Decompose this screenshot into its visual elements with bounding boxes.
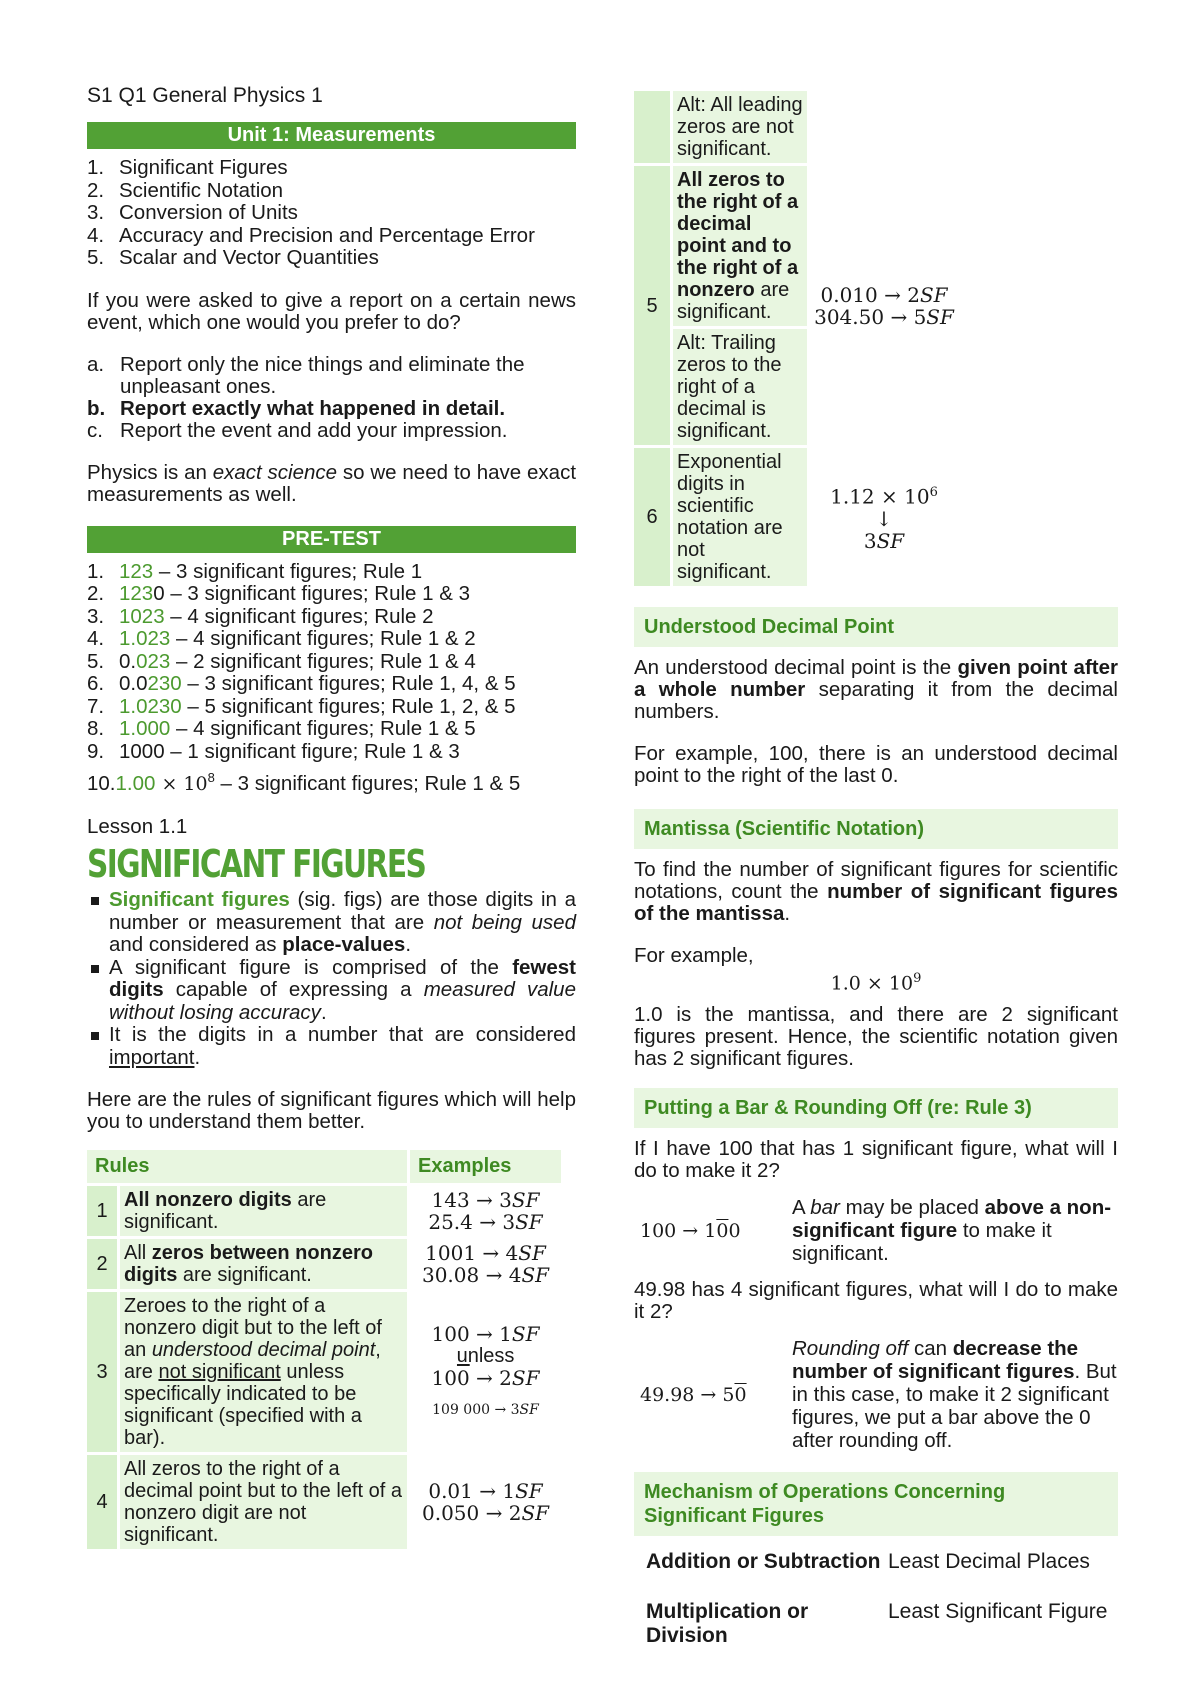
mechanism-row-multiplication: Multiplication or Division Least Significant Figure	[646, 1600, 1108, 1648]
list-item: Significant figures (sig. figs) are those digits in a number or measurement that are not being used and considered as place-values.	[87, 889, 576, 957]
list-item: 4. 1.023 – 4 significant figures; Rule 1 & 2	[87, 627, 476, 650]
lesson-label: Lesson 1.1	[87, 815, 188, 839]
choice-a: a. Report only the nice things and eliminate the unpleasant ones.	[87, 352, 525, 398]
choice-b: b. Report exactly what happened in detail.	[87, 396, 506, 420]
understood-decimal-heading: Understood Decimal Point	[634, 607, 1118, 647]
understood-decimal-text: An understood decimal point is the given point after a whole number separating it from the decimal numbers.	[634, 656, 1118, 723]
list-item: 9. 1000 – 1 significant figure; Rule 1 & 3	[87, 739, 460, 763]
mantissa-text: To find the number of significant figures for scientific notations, count the number of significant figures of the mantissa.	[634, 858, 1118, 925]
table-row: 5 All zeros to the right of a decimal point and to the right of a nonzero are significant. 0.010 → 2𝑆𝐹 304.50 → 5𝑆𝐹	[634, 166, 958, 326]
mantissa-explanation: 1.0 is the mantissa, and there are 2 significant figures present. Hence, the scientific notation given has 2 significant figures.	[634, 1003, 1118, 1071]
list-item: $10.1.00 \times 10^8 - 3$ significant figures; Rule 1 & 5	[87, 770, 521, 795]
mantissa-formula: $1.0 \times 10^9$	[830, 971, 922, 995]
list-item: 2. Scientific Notation	[87, 178, 284, 202]
rules-table	[84, 1147, 564, 1552]
table-row: 1 All nonzero digits are significant. 143 → 3𝑆𝐹 25.4 → 3𝑆𝐹	[87, 1186, 561, 1236]
list-item: 5. 0.023 – 2 significant figures; Rule 1 & 4	[87, 649, 476, 673]
choice-c: c. Report the event and add your impression.	[87, 418, 508, 442]
exact-science-text: Physics is an exact science so we need to have exact measurements as well.	[87, 460, 577, 506]
rules-intro: Here are the rules of significant figures which will help you to understand them better.	[87, 1088, 576, 1134]
list-item: 6. 0.0230 – 3 significant figures; Rule 1, 4, & 5	[87, 672, 516, 695]
rules-table-continued	[631, 88, 961, 589]
document-title: S1 Q1 General Physics 1	[87, 84, 323, 107]
list-item: 4. Accuracy and Precision and Percentage Error	[87, 223, 535, 247]
pretest-banner: PRE-TEST	[87, 526, 576, 553]
mechanism-row-addition: Addition or Subtraction Least Decimal Places	[646, 1550, 1090, 1574]
unit-topic-list	[87, 157, 576, 270]
definition-bullets	[87, 889, 576, 1069]
list-item: 5. Scalar and Vector Quantities	[87, 246, 379, 269]
mantissa-heading: Mantissa (Scientific Notation)	[634, 809, 1118, 849]
table-row: Alt: All leading zeros are not significant.	[634, 91, 958, 163]
table-row: 6 Exponential digits in scientific notation are not significant. $1.12 \times 10^6$ ↓ 3𝑆𝐹	[634, 448, 958, 586]
bar-example: 100 → 100 A bar may be placed above a non-significant figure to make it significant.	[640, 1196, 1112, 1266]
list-item: It is the digits in a number that are considered important.	[87, 1024, 576, 1069]
question-text: If you were asked to give a report on a certain news event, which one would you prefer to do?	[87, 288, 576, 334]
list-item: A significant figure is comprised of the fewest digits capable of expressing a measured value without losing accuracy.	[87, 957, 576, 1025]
list-item: 1. Significant Figures	[87, 156, 288, 179]
right-column	[634, 88, 1118, 1648]
table-row: 3 Zeroes to the right of a nonzero digit but to the left of an understood decimal point, are not significant unless specifically indicated to be significant (specified with a bar). 100 → 1𝑆𝐹 unless 100 → 2𝑆𝐹 109 000 → 3𝑆𝐹	[87, 1292, 561, 1452]
pretest-list	[87, 561, 576, 796]
rounding-example: 49.98 → 50 Rounding off can decrease the number of significant figures. But in this case, to make it 2 significant figures, we put a bar above the 0 after rounding off.	[640, 1337, 1117, 1453]
list-item: 3. Conversion of Units	[87, 201, 298, 224]
list-item: 1. 123 – 3 significant figures; Rule 1	[87, 559, 423, 583]
table-row: 2 All zeros between nonzero digits are significant. 1001 → 4𝑆𝐹 30.08 → 4𝑆𝐹	[87, 1239, 561, 1289]
mechanism-heading: Mechanism of Operations Concerning Significant Figures	[634, 1472, 1118, 1536]
rounding-question: 49.98 has 4 significant figures, what will I do to make it 2?	[634, 1278, 1118, 1324]
list-item: 2. 1230 – 3 significant figures; Rule 1 & 3	[87, 582, 471, 605]
left-column	[87, 84, 576, 1552]
table-row: Alt: Trailing zeros to the right of a decimal is significant.	[634, 329, 958, 445]
table-row: 4 All zeros to the right of a decimal point but to the left of a nonzero digit are not significant. 0.01 → 1𝑆𝐹 0.050 → 2𝑆𝐹	[87, 1455, 561, 1549]
list-item: 8. 1.000 – 4 significant figures; Rule 1 & 5	[87, 717, 476, 740]
unit-banner: Unit 1: Measurements	[87, 122, 576, 149]
rules-header: Rules	[87, 1150, 407, 1183]
examples-header: Examples	[410, 1150, 561, 1183]
list-item: 7. 1.0230 – 5 significant figures; Rule 1, 2, & 5	[87, 694, 516, 718]
lesson-title: SIGNIFICANT FIGURES	[87, 842, 426, 887]
list-item: 3. 1023 – 4 significant figures; Rule 2	[87, 604, 434, 628]
mantissa-example-label: For example,	[634, 944, 754, 967]
bar-question: If I have 100 that has 1 significant figure, what will I do to make it 2?	[634, 1137, 1118, 1183]
understood-decimal-example: For example, 100, there is an understood decimal point to the right of the last 0.	[634, 742, 1118, 787]
bar-rounding-heading: Putting a Bar & Rounding Off (re: Rule 3)	[634, 1088, 1118, 1128]
